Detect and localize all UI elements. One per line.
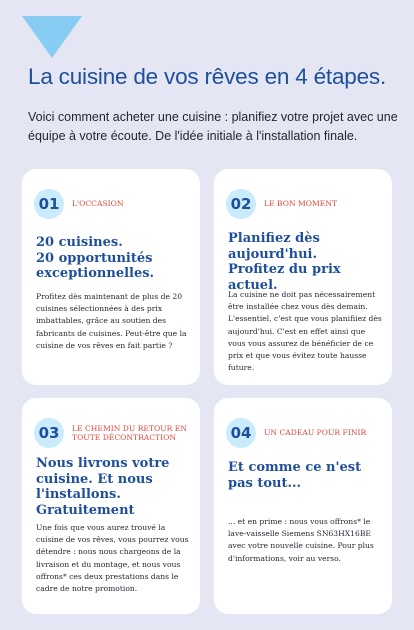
- step-number-badge: 04: [226, 418, 256, 448]
- step-kicker: LE BON MOMENT: [264, 199, 338, 208]
- step-kicker: L'OCCASION: [72, 199, 124, 208]
- step-heading: 20 cuisines. 20 opportunités exceptionnelles.: [36, 235, 155, 281]
- step-body: ... et en prime : nous vous offrons* le lave-vaisselle Siemens SN63HX16BE avec votre nouvelle cuisine. Pour plus d'informations, voir au verso.: [228, 517, 374, 563]
- triangle-decoration: [22, 16, 82, 58]
- step-heading: Et comme ce n'est pas tout...: [228, 460, 362, 491]
- step-number-badge: 03: [34, 418, 64, 448]
- step-card-1: [22, 169, 200, 385]
- step-heading: Nous livrons votre cuisine. Et nous l'installons. Gratuitement: [36, 456, 170, 518]
- step-heading: Planifiez dès aujourd'hui. Profitez du prix actuel.: [228, 231, 341, 293]
- step-number-badge: 01: [34, 189, 64, 219]
- step-body: La cuisine ne doit pas nécessairement être installée chez vous dès demain. L'essentiel, c'est que vous planifiiez dès aujourd'hui. C'est en effet ainsi que vous vous assurez de bénéficier de ce prix et que vous évitez toute hausse future.: [228, 290, 382, 373]
- page-title: La cuisine de vos rêves en 4 étapes.: [28, 64, 387, 89]
- step-card-2: [214, 169, 392, 385]
- step-card-3: [22, 398, 200, 614]
- intro-text: Voici comment acheter une cuisine : planifiez votre projet avec une équipe à votre écoute. De l'idée initiale à l'installation finale.: [28, 110, 398, 143]
- step-kicker: LE CHEMIN DU RETOUR EN TOUTE DÉCONTRACTION: [72, 424, 187, 442]
- step-card-4: [214, 398, 392, 614]
- step-number-badge: 02: [226, 189, 256, 219]
- step-kicker: UN CADEAU POUR FINIR: [264, 428, 367, 437]
- step-body: Profitez dès maintenant de plus de 20 cuisines sélectionnées à des prix imbattables, grâce au soutien des fabricants de cuisines. Peut-être que la cuisine de vos rêves en fait partie ?: [36, 292, 187, 350]
- step-body: Une fois que vous aurez trouvé la cuisine de vos rêves, vous pourrez vous détendre : nous nous chargeons de la livraison et du montage, et nous vous offrons* ces deux prestations dans le cadre de notre promotion.: [36, 523, 189, 594]
